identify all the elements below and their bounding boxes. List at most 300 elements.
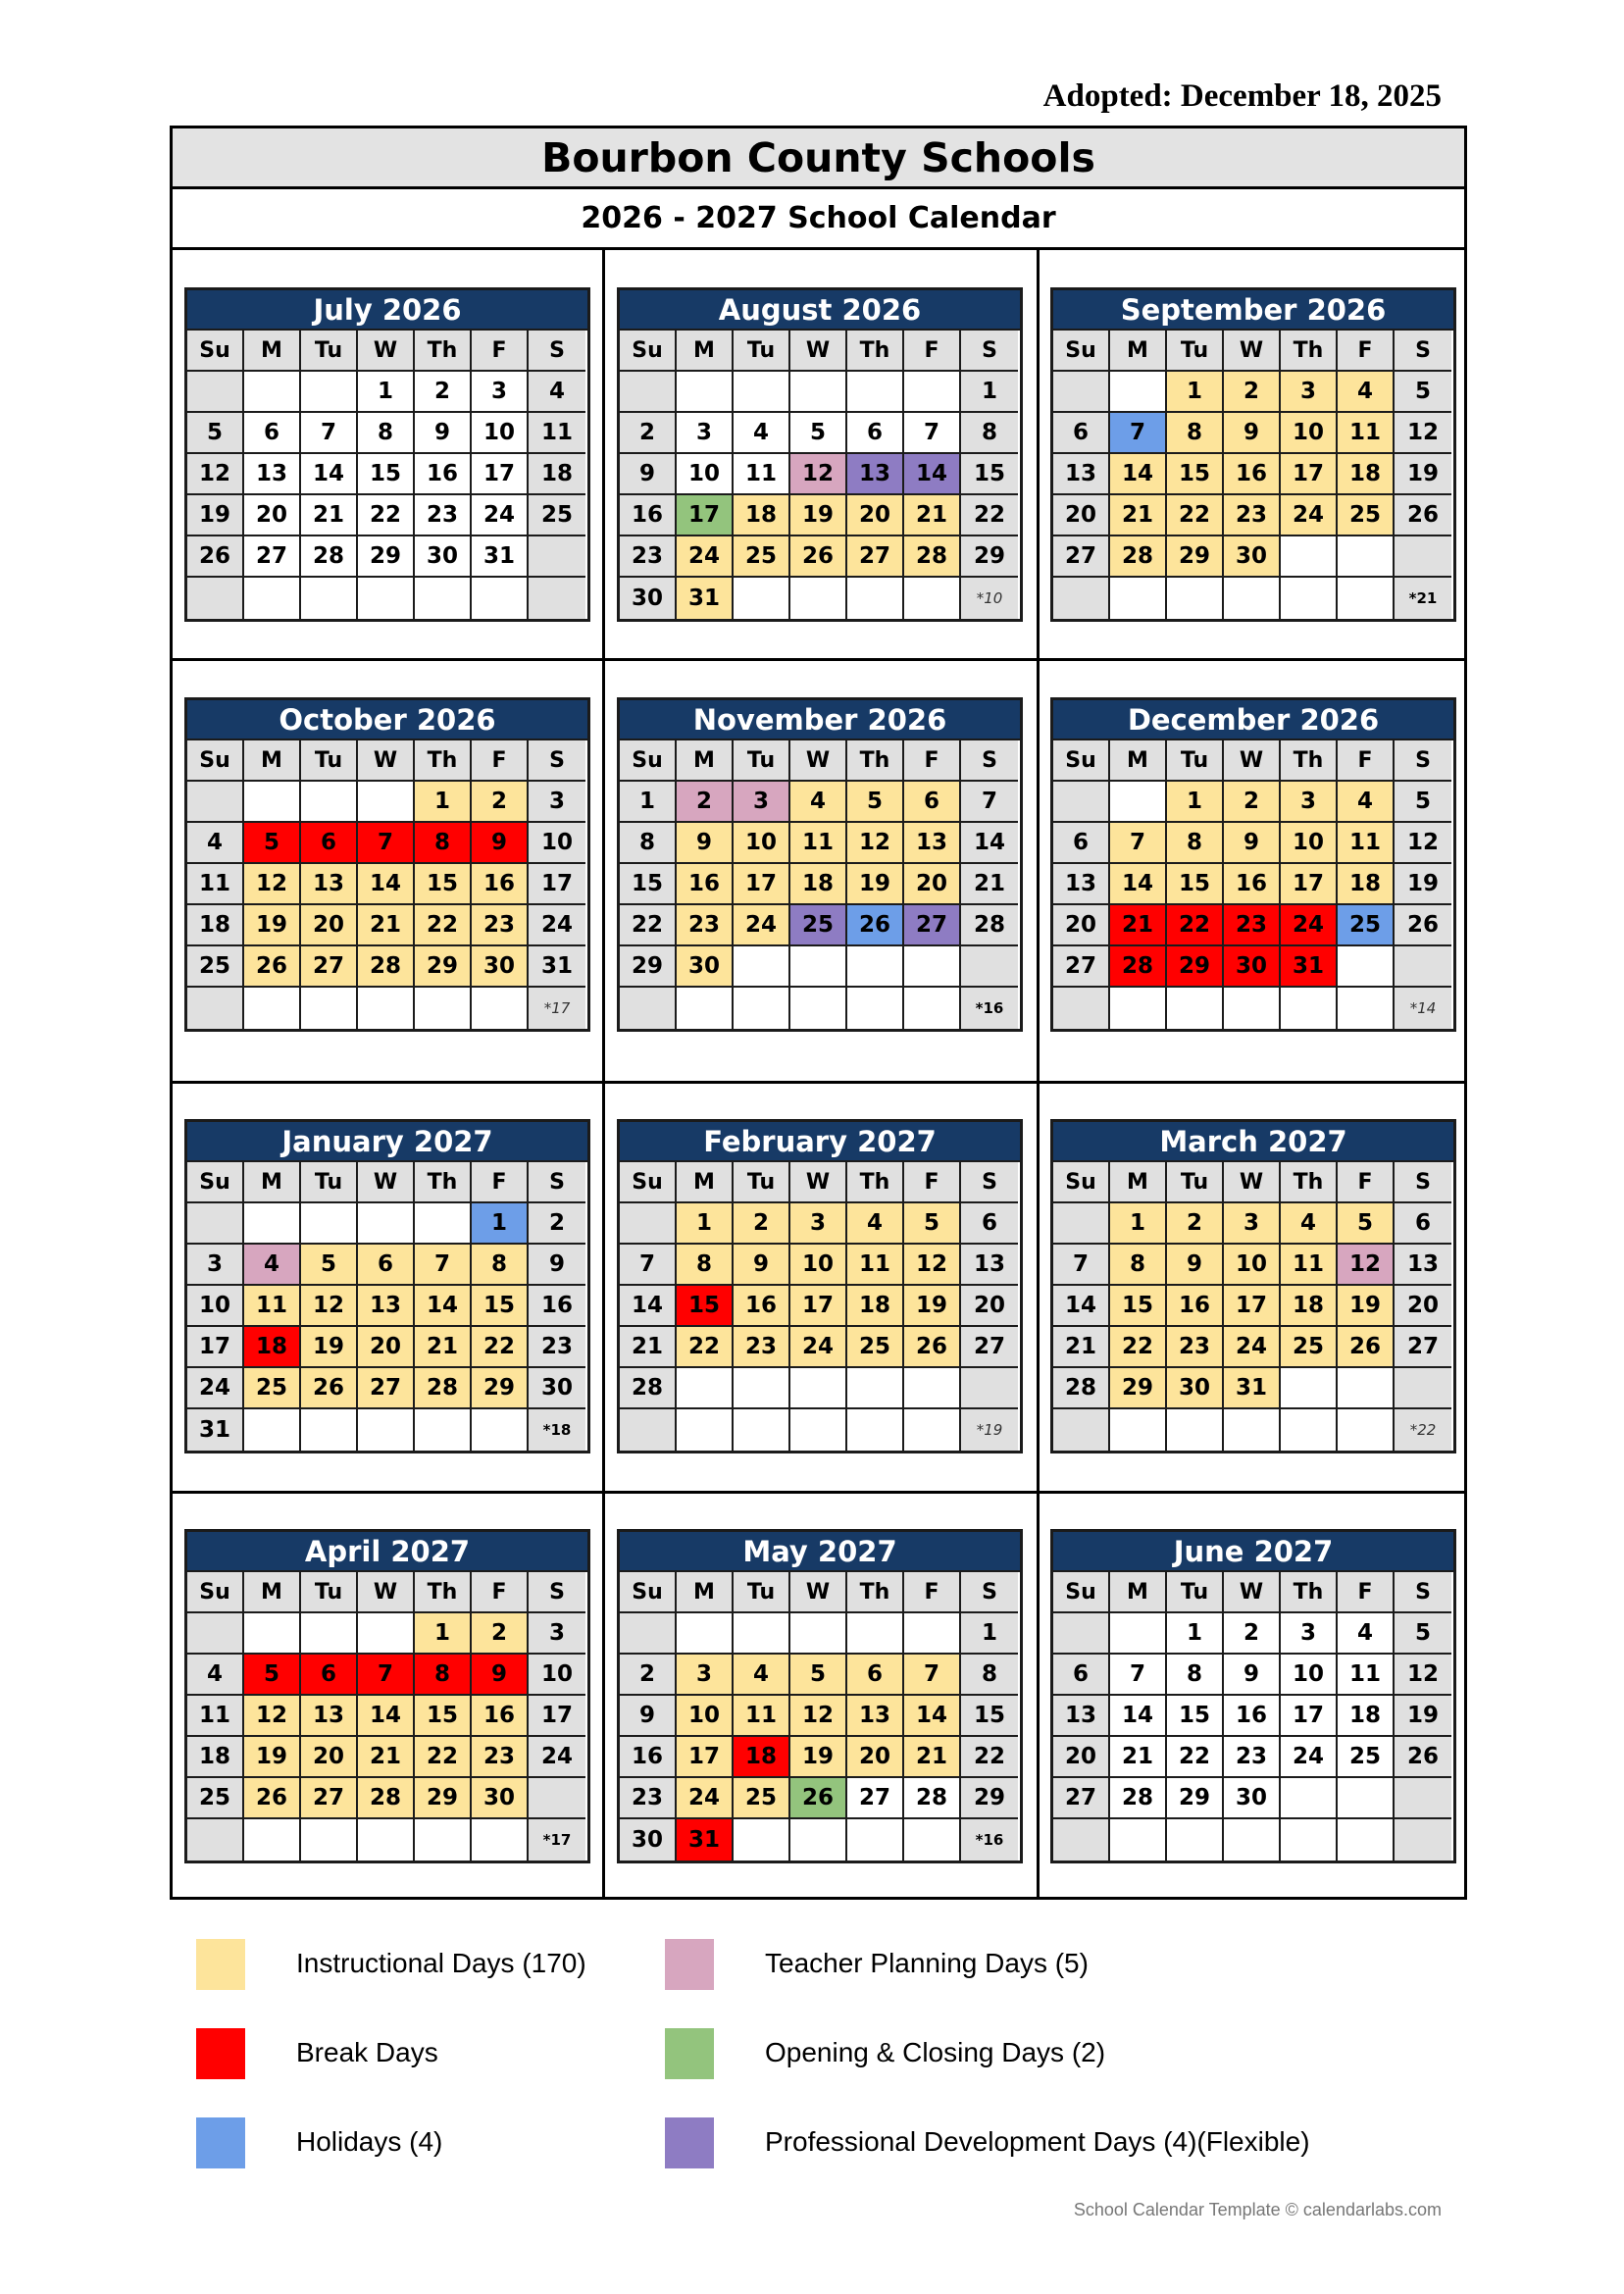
day-cell: 27 bbox=[301, 1778, 358, 1819]
legend-swatch bbox=[196, 2117, 245, 2168]
day-cell: 25 bbox=[244, 1368, 301, 1409]
day-cell: 8 bbox=[1110, 1245, 1167, 1286]
day-cell: 18 bbox=[734, 495, 790, 536]
week-row bbox=[620, 1819, 1020, 1861]
day-cell: 3 bbox=[472, 372, 529, 413]
day-cell: 13 bbox=[847, 1696, 904, 1737]
empty-day-cell bbox=[244, 1203, 301, 1245]
month-calendar bbox=[1050, 1529, 1456, 1863]
day-cell: 3 bbox=[1224, 1203, 1281, 1245]
day-cell: 10 bbox=[529, 1655, 585, 1696]
day-cell: 14 bbox=[904, 454, 961, 495]
day-cell: 2 bbox=[1224, 372, 1281, 413]
week-row bbox=[1053, 905, 1453, 946]
day-cell: 28 bbox=[904, 536, 961, 578]
weekday-label: Th bbox=[415, 740, 472, 782]
empty-day-cell bbox=[1224, 578, 1281, 619]
day-cell: 5 bbox=[790, 1655, 847, 1696]
day-cell: 29 bbox=[358, 536, 415, 578]
weekday-label: F bbox=[472, 1572, 529, 1613]
day-cell: 25 bbox=[187, 946, 244, 988]
weekday-label: W bbox=[1224, 1162, 1281, 1203]
day-cell: 30 bbox=[472, 946, 529, 988]
week-row bbox=[1053, 1203, 1453, 1245]
weekday-label: Tu bbox=[1167, 740, 1224, 782]
week-row bbox=[620, 1655, 1020, 1696]
day-cell: 11 bbox=[187, 1696, 244, 1737]
month-calendar bbox=[1050, 697, 1456, 1032]
day-cell: 21 bbox=[358, 905, 415, 946]
day-cell: 6 bbox=[904, 782, 961, 823]
day-cell: 16 bbox=[1167, 1286, 1224, 1327]
weekday-label: S bbox=[529, 1162, 585, 1203]
empty-day-cell bbox=[301, 1613, 358, 1655]
week-row bbox=[620, 946, 1020, 988]
week-row bbox=[187, 1203, 587, 1245]
week-row bbox=[1053, 1655, 1453, 1696]
empty-day-cell bbox=[1224, 1409, 1281, 1451]
day-cell: 30 bbox=[1224, 1778, 1281, 1819]
month-title: July 2026 bbox=[187, 290, 587, 331]
month-title: December 2026 bbox=[1053, 700, 1453, 740]
day-cell: 23 bbox=[529, 1327, 585, 1368]
day-cell: 26 bbox=[790, 536, 847, 578]
weekday-label: F bbox=[904, 1162, 961, 1203]
empty-day-cell bbox=[301, 782, 358, 823]
day-cell: 10 bbox=[1281, 823, 1338, 864]
empty-day-cell bbox=[904, 988, 961, 1029]
legend-label: Professional Development Days (4)(Flexible) bbox=[765, 2126, 1310, 2157]
empty-day-cell bbox=[677, 1368, 734, 1409]
day-cell: 10 bbox=[1281, 413, 1338, 454]
empty-day-cell bbox=[734, 946, 790, 988]
weekday-label: S bbox=[1395, 740, 1451, 782]
calendar-title: 2026 - 2027 School Calendar bbox=[173, 189, 1464, 250]
empty-day-cell bbox=[1167, 578, 1224, 619]
day-cell: 18 bbox=[187, 1737, 244, 1778]
day-cell: 22 bbox=[1167, 905, 1224, 946]
weekday-label: W bbox=[1224, 1572, 1281, 1613]
day-cell: 24 bbox=[734, 905, 790, 946]
day-cell: 28 bbox=[415, 1368, 472, 1409]
week-row bbox=[1053, 864, 1453, 905]
month-calendar bbox=[1050, 1119, 1456, 1453]
weekday-label: F bbox=[904, 1572, 961, 1613]
day-cell: 15 bbox=[961, 1696, 1018, 1737]
empty-day-cell bbox=[734, 1409, 790, 1451]
day-cell: 3 bbox=[1281, 372, 1338, 413]
day-cell: 24 bbox=[1224, 1327, 1281, 1368]
week-row bbox=[187, 1696, 587, 1737]
day-cell: 21 bbox=[1110, 905, 1167, 946]
day-cell: 29 bbox=[1167, 536, 1224, 578]
day-cell: 21 bbox=[961, 864, 1018, 905]
day-cell: 24 bbox=[677, 536, 734, 578]
weekday-label: Th bbox=[1281, 1572, 1338, 1613]
empty-day-cell bbox=[904, 372, 961, 413]
week-row bbox=[1053, 782, 1453, 823]
day-cell: 18 bbox=[790, 864, 847, 905]
week-row bbox=[620, 1409, 1020, 1451]
weekday-label: S bbox=[961, 331, 1018, 372]
day-cell: 17 bbox=[677, 495, 734, 536]
day-cell: 25 bbox=[187, 1778, 244, 1819]
month-title: September 2026 bbox=[1053, 290, 1453, 331]
weekday-label: M bbox=[677, 1162, 734, 1203]
day-cell: 31 bbox=[1281, 946, 1338, 988]
week-row bbox=[187, 946, 587, 988]
empty-day-cell bbox=[1167, 1409, 1224, 1451]
weekday-label: S bbox=[529, 740, 585, 782]
month-day-count: *10 bbox=[961, 578, 1018, 619]
empty-day-cell bbox=[1110, 1613, 1167, 1655]
day-cell: 25 bbox=[1338, 495, 1395, 536]
empty-day-cell bbox=[1167, 1819, 1224, 1861]
month-calendar bbox=[184, 1529, 590, 1863]
week-row bbox=[187, 372, 587, 413]
day-cell: 24 bbox=[790, 1327, 847, 1368]
day-cell: 7 bbox=[415, 1245, 472, 1286]
week-row bbox=[187, 1613, 587, 1655]
day-cell: 14 bbox=[358, 1696, 415, 1737]
day-cell: 19 bbox=[847, 864, 904, 905]
day-cell: 30 bbox=[1224, 946, 1281, 988]
day-cell: 20 bbox=[1053, 905, 1110, 946]
day-cell: 18 bbox=[1338, 864, 1395, 905]
empty-day-cell bbox=[1053, 1203, 1110, 1245]
day-cell: 6 bbox=[358, 1245, 415, 1286]
empty-day-cell bbox=[1053, 1409, 1110, 1451]
legend-label: Instructional Days (170) bbox=[296, 1948, 586, 1978]
weekday-label: M bbox=[244, 740, 301, 782]
weekday-label: Tu bbox=[301, 740, 358, 782]
weekday-label: F bbox=[472, 1162, 529, 1203]
weekday-label: M bbox=[1110, 740, 1167, 782]
weekday-label: Th bbox=[847, 740, 904, 782]
empty-day-cell bbox=[415, 1203, 472, 1245]
day-cell: 12 bbox=[244, 864, 301, 905]
day-cell: 27 bbox=[961, 1327, 1018, 1368]
day-cell: 27 bbox=[1053, 1778, 1110, 1819]
day-cell: 11 bbox=[1338, 823, 1395, 864]
weekday-label: F bbox=[1338, 331, 1395, 372]
day-cell: 11 bbox=[734, 454, 790, 495]
weekday-label: Tu bbox=[734, 1162, 790, 1203]
empty-day-cell bbox=[1395, 536, 1451, 578]
day-cell: 4 bbox=[1338, 1613, 1395, 1655]
day-cell: 22 bbox=[415, 1737, 472, 1778]
day-cell: 15 bbox=[358, 454, 415, 495]
day-cell: 5 bbox=[904, 1203, 961, 1245]
month-calendar bbox=[184, 287, 590, 622]
day-cell: 29 bbox=[1110, 1368, 1167, 1409]
weekday-header-row bbox=[1053, 1162, 1453, 1203]
day-cell: 26 bbox=[904, 1327, 961, 1368]
day-cell: 30 bbox=[620, 1819, 677, 1861]
day-cell: 10 bbox=[734, 823, 790, 864]
day-cell: 28 bbox=[358, 1778, 415, 1819]
empty-day-cell bbox=[904, 1613, 961, 1655]
weekday-label: M bbox=[1110, 331, 1167, 372]
weekday-label: W bbox=[790, 331, 847, 372]
day-cell: 27 bbox=[301, 946, 358, 988]
day-cell: 3 bbox=[187, 1245, 244, 1286]
day-cell: 25 bbox=[529, 495, 585, 536]
day-cell: 17 bbox=[790, 1286, 847, 1327]
empty-day-cell bbox=[790, 578, 847, 619]
day-cell: 2 bbox=[1224, 782, 1281, 823]
day-cell: 16 bbox=[734, 1286, 790, 1327]
day-cell: 23 bbox=[1167, 1327, 1224, 1368]
day-cell: 15 bbox=[415, 864, 472, 905]
day-cell: 3 bbox=[790, 1203, 847, 1245]
day-cell: 24 bbox=[529, 1737, 585, 1778]
credit-text: School Calendar Template © calendarlabs.com bbox=[1073, 2200, 1442, 2219]
day-cell: 2 bbox=[734, 1203, 790, 1245]
day-cell: 16 bbox=[1224, 454, 1281, 495]
week-row bbox=[1053, 1696, 1453, 1737]
day-cell: 1 bbox=[415, 782, 472, 823]
day-cell: 17 bbox=[1281, 864, 1338, 905]
day-cell: 8 bbox=[1167, 823, 1224, 864]
empty-day-cell bbox=[1338, 946, 1395, 988]
day-cell: 18 bbox=[734, 1737, 790, 1778]
day-cell: 6 bbox=[301, 1655, 358, 1696]
day-cell: 13 bbox=[1053, 1696, 1110, 1737]
empty-day-cell bbox=[415, 988, 472, 1029]
day-cell: 30 bbox=[529, 1368, 585, 1409]
week-row bbox=[1053, 1613, 1453, 1655]
week-row bbox=[620, 1696, 1020, 1737]
day-cell: 20 bbox=[358, 1327, 415, 1368]
weekday-label: F bbox=[472, 331, 529, 372]
day-cell: 4 bbox=[187, 1655, 244, 1696]
weekday-label: S bbox=[961, 1572, 1018, 1613]
week-row bbox=[620, 372, 1020, 413]
day-cell: 1 bbox=[961, 372, 1018, 413]
day-cell: 8 bbox=[961, 1655, 1018, 1696]
day-cell: 25 bbox=[734, 536, 790, 578]
empty-day-cell bbox=[1110, 372, 1167, 413]
weekday-label: M bbox=[244, 1572, 301, 1613]
weekday-label: Th bbox=[1281, 740, 1338, 782]
adopted-date: Adopted: December 18, 2025 bbox=[1042, 78, 1442, 114]
day-cell: 1 bbox=[472, 1203, 529, 1245]
empty-day-cell bbox=[677, 1409, 734, 1451]
month-calendar bbox=[1050, 287, 1456, 622]
empty-day-cell bbox=[1338, 578, 1395, 619]
weekday-label: S bbox=[961, 1162, 1018, 1203]
day-cell: 8 bbox=[415, 823, 472, 864]
day-cell: 22 bbox=[415, 905, 472, 946]
day-cell: 12 bbox=[244, 1696, 301, 1737]
day-cell: 28 bbox=[1110, 536, 1167, 578]
day-cell: 8 bbox=[620, 823, 677, 864]
weekday-label: Tu bbox=[301, 331, 358, 372]
empty-day-cell bbox=[1053, 1613, 1110, 1655]
weekday-label: Su bbox=[620, 1162, 677, 1203]
weekday-label: F bbox=[472, 740, 529, 782]
day-cell: 31 bbox=[187, 1409, 244, 1451]
day-cell: 5 bbox=[1395, 372, 1451, 413]
day-cell: 6 bbox=[1053, 823, 1110, 864]
day-cell: 10 bbox=[472, 413, 529, 454]
week-row bbox=[1053, 495, 1453, 536]
empty-day-cell bbox=[847, 946, 904, 988]
day-cell: 11 bbox=[244, 1286, 301, 1327]
day-cell: 30 bbox=[677, 946, 734, 988]
day-cell: 24 bbox=[1281, 1737, 1338, 1778]
month-title: June 2027 bbox=[1053, 1532, 1453, 1572]
legend-swatch bbox=[665, 1939, 714, 1990]
weekday-label: W bbox=[358, 1162, 415, 1203]
day-cell: 13 bbox=[358, 1286, 415, 1327]
day-cell: 16 bbox=[472, 1696, 529, 1737]
day-cell: 14 bbox=[620, 1286, 677, 1327]
weekday-label: Su bbox=[1053, 1572, 1110, 1613]
day-cell: 20 bbox=[1395, 1286, 1451, 1327]
day-cell: 28 bbox=[358, 946, 415, 988]
empty-day-cell bbox=[904, 1409, 961, 1451]
day-cell: 15 bbox=[620, 864, 677, 905]
week-row bbox=[187, 864, 587, 905]
day-cell: 17 bbox=[1281, 454, 1338, 495]
day-cell: 13 bbox=[301, 864, 358, 905]
day-cell: 2 bbox=[677, 782, 734, 823]
week-row bbox=[620, 1737, 1020, 1778]
day-cell: 25 bbox=[847, 1327, 904, 1368]
weekday-label: W bbox=[1224, 331, 1281, 372]
day-cell: 11 bbox=[790, 823, 847, 864]
day-cell: 6 bbox=[1395, 1203, 1451, 1245]
day-cell: 6 bbox=[961, 1203, 1018, 1245]
weekday-label: F bbox=[1338, 740, 1395, 782]
day-cell: 12 bbox=[1338, 1245, 1395, 1286]
week-row bbox=[1053, 1327, 1453, 1368]
day-cell: 13 bbox=[1053, 864, 1110, 905]
week-row bbox=[620, 1245, 1020, 1286]
day-cell: 22 bbox=[1167, 495, 1224, 536]
day-cell: 7 bbox=[620, 1245, 677, 1286]
empty-day-cell bbox=[187, 1203, 244, 1245]
day-cell: 29 bbox=[961, 1778, 1018, 1819]
legend-label: Break Days bbox=[296, 2037, 438, 2067]
day-cell: 23 bbox=[1224, 495, 1281, 536]
day-cell: 22 bbox=[961, 495, 1018, 536]
school-name: Bourbon County Schools bbox=[173, 128, 1464, 189]
day-cell: 28 bbox=[1053, 1368, 1110, 1409]
empty-day-cell bbox=[1281, 536, 1338, 578]
empty-day-cell bbox=[301, 578, 358, 619]
day-cell: 16 bbox=[1224, 1696, 1281, 1737]
empty-day-cell bbox=[1338, 1778, 1395, 1819]
day-cell: 17 bbox=[734, 864, 790, 905]
day-cell: 7 bbox=[1110, 1655, 1167, 1696]
day-cell: 1 bbox=[415, 1613, 472, 1655]
day-cell: 8 bbox=[677, 1245, 734, 1286]
day-cell: 19 bbox=[301, 1327, 358, 1368]
empty-day-cell bbox=[734, 372, 790, 413]
month-title: August 2026 bbox=[620, 290, 1020, 331]
day-cell: 14 bbox=[301, 454, 358, 495]
day-cell: 2 bbox=[472, 782, 529, 823]
day-cell: 26 bbox=[1395, 495, 1451, 536]
weekday-header-row bbox=[620, 1572, 1020, 1613]
day-cell: 11 bbox=[847, 1245, 904, 1286]
day-cell: 11 bbox=[529, 413, 585, 454]
legend-label: Teacher Planning Days (5) bbox=[765, 1948, 1089, 1978]
day-cell: 27 bbox=[1053, 536, 1110, 578]
day-cell: 22 bbox=[1110, 1327, 1167, 1368]
week-row bbox=[1053, 823, 1453, 864]
day-cell: 23 bbox=[415, 495, 472, 536]
weekday-label: M bbox=[244, 1162, 301, 1203]
day-cell: 28 bbox=[1110, 1778, 1167, 1819]
week-row bbox=[620, 495, 1020, 536]
day-cell: 24 bbox=[529, 905, 585, 946]
week-row bbox=[1053, 1737, 1453, 1778]
weekday-label: S bbox=[1395, 1572, 1451, 1613]
weekday-label: M bbox=[677, 331, 734, 372]
day-cell: 23 bbox=[734, 1327, 790, 1368]
day-cell: 23 bbox=[1224, 1737, 1281, 1778]
empty-day-cell bbox=[358, 782, 415, 823]
day-cell: 15 bbox=[1167, 1696, 1224, 1737]
empty-day-cell bbox=[244, 578, 301, 619]
day-cell: 8 bbox=[472, 1245, 529, 1286]
empty-day-cell bbox=[790, 1613, 847, 1655]
empty-day-cell bbox=[1110, 578, 1167, 619]
empty-day-cell bbox=[790, 1368, 847, 1409]
week-row bbox=[620, 578, 1020, 619]
week-row bbox=[187, 1409, 587, 1451]
empty-day-cell bbox=[620, 372, 677, 413]
day-cell: 12 bbox=[790, 1696, 847, 1737]
day-cell: 28 bbox=[1110, 946, 1167, 988]
weekday-label: Tu bbox=[1167, 1162, 1224, 1203]
day-cell: 30 bbox=[472, 1778, 529, 1819]
week-row bbox=[620, 905, 1020, 946]
weekday-header-row bbox=[187, 1572, 587, 1613]
weekday-label: Th bbox=[847, 331, 904, 372]
day-cell: 4 bbox=[790, 782, 847, 823]
day-cell: 30 bbox=[415, 536, 472, 578]
empty-day-cell bbox=[187, 988, 244, 1029]
month-day-count: *21 bbox=[1395, 578, 1451, 619]
day-cell: 7 bbox=[904, 413, 961, 454]
empty-day-cell bbox=[904, 946, 961, 988]
weekday-label: Tu bbox=[734, 740, 790, 782]
day-cell: 10 bbox=[677, 1696, 734, 1737]
day-cell: 11 bbox=[1338, 1655, 1395, 1696]
day-cell: 7 bbox=[904, 1655, 961, 1696]
week-row bbox=[187, 1245, 587, 1286]
month-title: October 2026 bbox=[187, 700, 587, 740]
day-cell: 7 bbox=[358, 823, 415, 864]
day-cell: 13 bbox=[904, 823, 961, 864]
day-cell: 7 bbox=[358, 1655, 415, 1696]
empty-day-cell bbox=[301, 372, 358, 413]
calendar-frame bbox=[170, 126, 1467, 1900]
month-day-count: *17 bbox=[529, 1819, 585, 1861]
weekday-label: Tu bbox=[1167, 331, 1224, 372]
day-cell: 26 bbox=[301, 1368, 358, 1409]
day-cell: 1 bbox=[1167, 372, 1224, 413]
week-row bbox=[187, 1778, 587, 1819]
month-title: February 2027 bbox=[620, 1122, 1020, 1162]
empty-day-cell bbox=[358, 1203, 415, 1245]
day-cell: 14 bbox=[904, 1696, 961, 1737]
